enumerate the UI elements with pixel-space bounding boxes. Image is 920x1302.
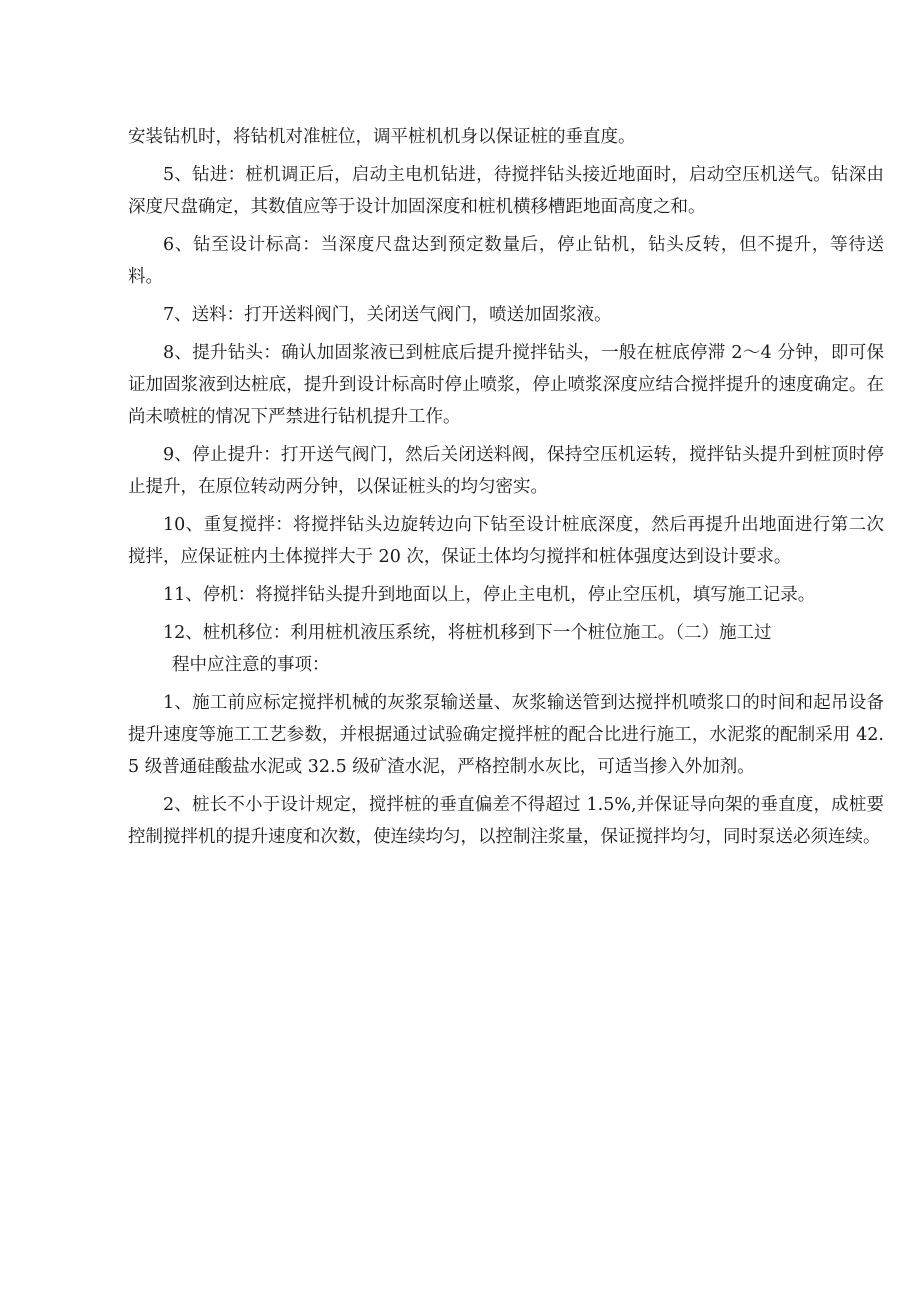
paragraph-step-10-repeat-mixing: 10、重复搅拌：将搅拌钻头边旋转边向下钻至设计桩底深度，然后再提升出地面进行第二次搅拌，应保证桩内土体搅拌大于 20 次，保证土体均匀搅拌和桩体强度达到设计要求。 — [128, 515, 884, 567]
paragraph-step-7-feeding: 7、送料：打开送料阀门，关闭送气阀门，喷送加固浆液。 — [163, 305, 612, 325]
paragraph-step-8-lift-bit: 8、提升钻头：确认加固浆液已到桩底后提升搅拌钻头，一般在桩底停滞 2～4 分钟，即可保证加固浆液到达桩底，提升到设计标高时停止喷浆，停止喷浆深度应结合搅拌提升的速度确定。在尚未喷桩的情况下严禁进行钻机提升工作。 — [128, 343, 884, 427]
paragraph-step-5-drilling: 5、钻进：桩机调正后，启动主电机钻进，待搅拌钻头接近地面时，启动空压机送气。钻深由深度尺盘确定，其数值应等于设计加固深度和桩机横移槽距地面高度之和。 — [128, 165, 884, 217]
paragraph-precaution-2: 2、桩长不小于设计规定，搅拌桩的垂直偏差不得超过 1.5%,并保证导向架的垂直度，成桩要控制搅拌机的提升速度和次数，使连续均匀，以控制注浆量，保证搅拌均匀，同时泵送必须连续。 — [128, 795, 884, 847]
paragraph-step-9-stop-lifting: 9、停止提升：打开送气阀门，然后关闭送料阀，保持空压机运转，搅拌钻头提升到桩顶时停止提升，在原位转动两分钟，以保证桩头的均匀密实。 — [128, 445, 884, 497]
paragraph-drill-installation: 安装钻机时，将钻机对准桩位，调平桩机机身以保证桩的垂直度。 — [128, 127, 636, 147]
paragraph-step-12-relocation: 12、桩机移位：利用桩机液压系统，将桩机移到下一个桩位施工。（二）施工过 — [163, 623, 772, 643]
paragraph-section-precautions-heading: 程中应注意的事项： — [172, 655, 330, 675]
paragraph-step-6-design-elevation: 6、钻至设计标高：当深度尺盘达到预定数量后，停止钻机，钻头反转，但不提升，等待送料。 — [128, 235, 884, 287]
paragraph-precaution-1: 1、施工前应标定搅拌机械的灰浆泵输送量、灰浆输送管到达搅拌机喷浆口的时间和起吊设备提升速度等施工工艺参数，并根据通过试验确定搅拌桩的配合比进行施工，水泥浆的配制采用 42.5 级普通硅酸盐水泥或 32.5 级矿渣水泥，严格控制水灰比，可适当掺入外加剂。 — [128, 693, 884, 777]
paragraph-step-11-shutdown: 11、停机：将搅拌钻头提升到地面以上，停止主电机，停止空压机，填写施工记录。 — [163, 585, 816, 605]
document-body — [128, 121, 884, 859]
